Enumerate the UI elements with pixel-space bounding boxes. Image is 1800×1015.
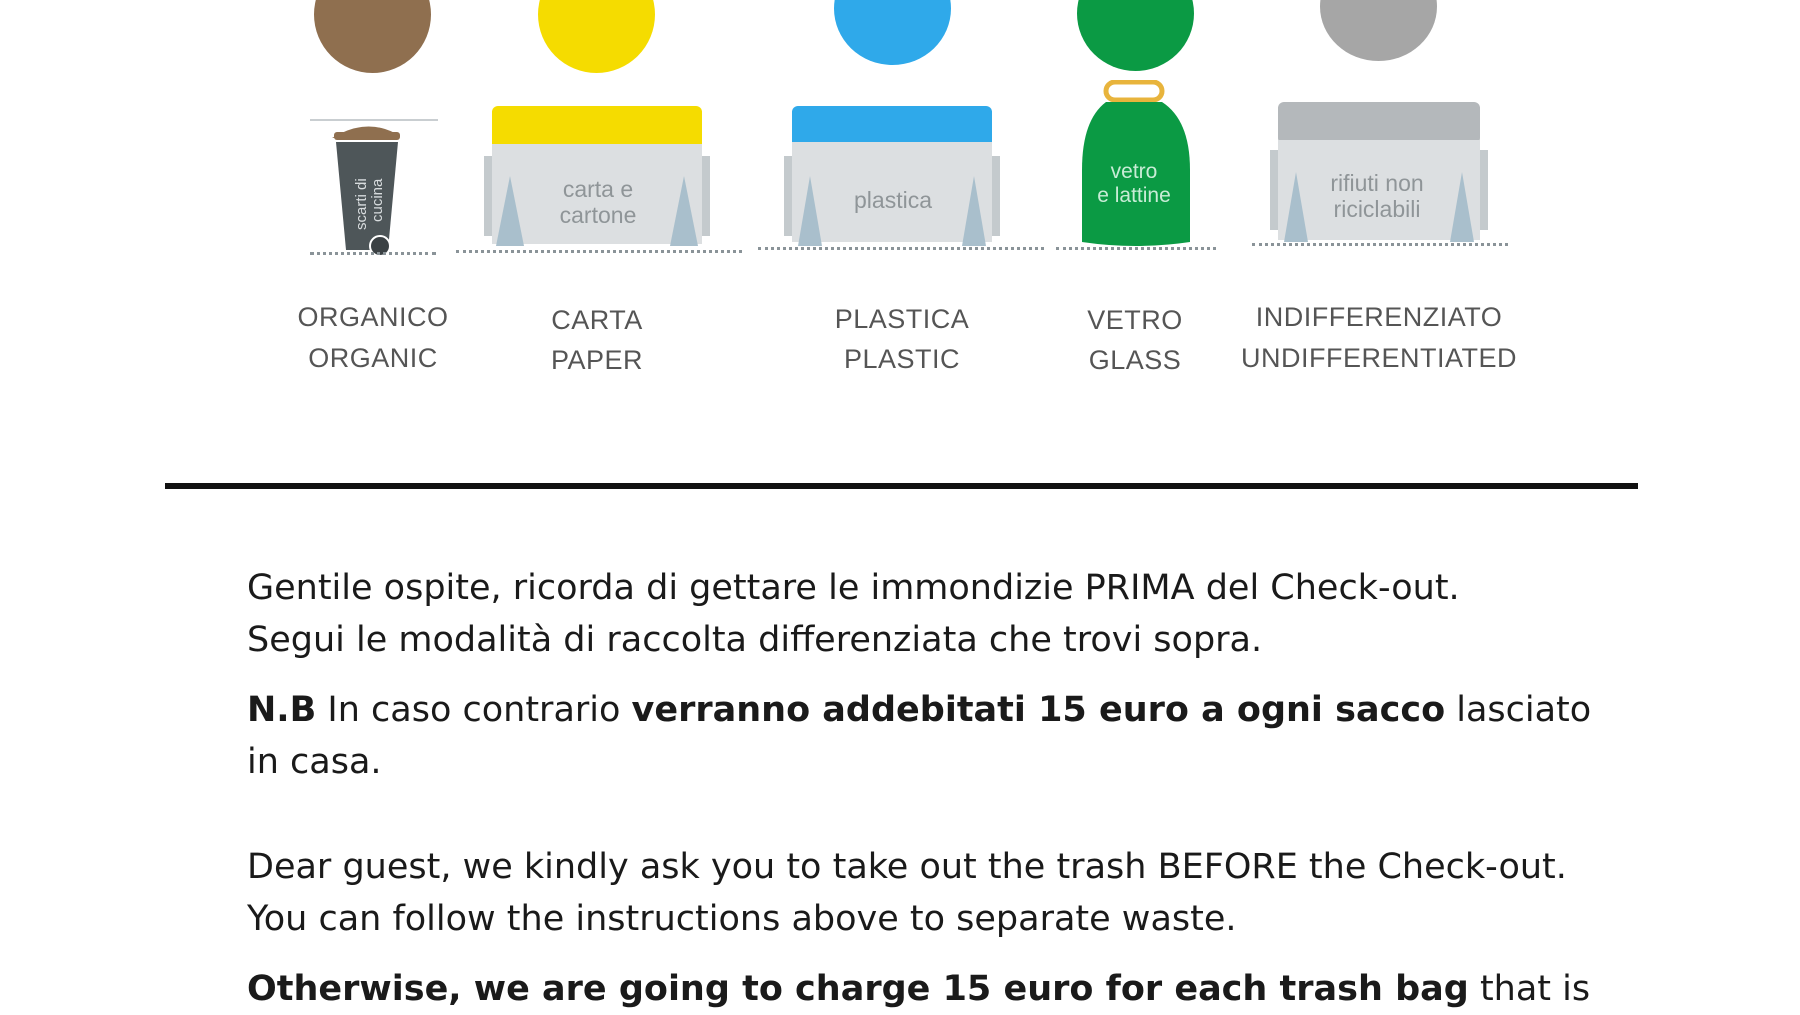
carta-color-circle <box>538 0 655 73</box>
italian-nb-notice <box>247 684 1667 788</box>
plastica-color-circle <box>834 0 951 65</box>
indifferenziato-label-it: INDIFFERENZIATO <box>1255 302 1503 332</box>
italian-notice <box>247 562 1667 666</box>
paper-bin-text <box>538 176 658 228</box>
italian-notice-line2: Segui le modalità di raccolta differenziata che trovi sopra. <box>247 620 1263 660</box>
glass-bin-text <box>1072 160 1196 208</box>
undifferentiated-bin-text-line2: riciclabili <box>1333 196 1421 222</box>
svg-text:cucina: cucina <box>369 178 386 222</box>
english-notice <box>247 841 1667 945</box>
section-divider <box>165 483 1638 489</box>
glass-bin-text-line2: e lattine <box>1097 184 1171 207</box>
plastic-bin-text-line1: plastica <box>854 187 932 213</box>
organico-label-it: ORGANICO <box>297 302 449 332</box>
undifferentiated-bin-text <box>1307 170 1447 222</box>
english-notice-line1: Dear guest, we kindly ask you to take out the trash BEFORE the Check-out. <box>247 847 1567 887</box>
nb-label: N.B <box>247 690 317 730</box>
vetro-label-it: VETRO <box>1087 305 1183 335</box>
svg-text:scarti di: scarti di <box>353 178 370 230</box>
italian-notice-line1: Gentile ospite, ricorda di gettare le immondizie PRIMA del Check-out. <box>247 568 1460 608</box>
paper-bin-text-line2: cartone <box>559 202 637 228</box>
nb-charge-bold: verranno addebitati 15 euro a ogni sacco <box>631 690 1446 730</box>
paper-bin-text-line1: carta e <box>562 176 634 202</box>
organico-color-circle <box>314 0 431 73</box>
undifferentiated-bin-text-line1: rifiuti non <box>1330 170 1424 196</box>
indifferenziato-label-en: UNDIFFERENTIATED <box>1241 343 1517 373</box>
nb-post: lasciato <box>1445 690 1592 730</box>
plastica-label-it: PLASTICA <box>834 304 970 334</box>
carta-label-it: CARTA <box>551 305 643 335</box>
glass-ground-dots <box>1056 247 1216 250</box>
english-charge-notice <box>247 963 1667 1015</box>
organic-bin-icon <box>300 112 440 262</box>
paper-ground-dots <box>456 250 742 253</box>
vetro-color-circle <box>1077 0 1194 71</box>
nb-pre: In caso contrario <box>316 690 632 730</box>
undifferentiated-ground-dots <box>1252 243 1508 246</box>
plastica-label-en: PLASTIC <box>843 344 961 374</box>
vetro-label-en: GLASS <box>1088 345 1182 375</box>
glass-bin-text-line1: vetro <box>1110 160 1158 183</box>
organic-ground-dots <box>310 252 436 255</box>
plastic-bin-icon <box>778 106 1008 256</box>
indifferenziato-color-circle <box>1320 0 1437 61</box>
english-charge-post: that is <box>1468 969 1591 1009</box>
plastic-bin-text <box>833 187 953 213</box>
carta-label-en: PAPER <box>550 345 644 375</box>
organico-label-en: ORGANIC <box>308 343 438 373</box>
english-notice-line2: You can follow the instructions above to separate waste. <box>247 899 1237 939</box>
nb-line2: in casa. <box>247 742 382 782</box>
plastic-ground-dots <box>758 247 1044 250</box>
english-charge-bold: Otherwise, we are going to charge 15 euro for each trash bag <box>247 969 1469 1009</box>
